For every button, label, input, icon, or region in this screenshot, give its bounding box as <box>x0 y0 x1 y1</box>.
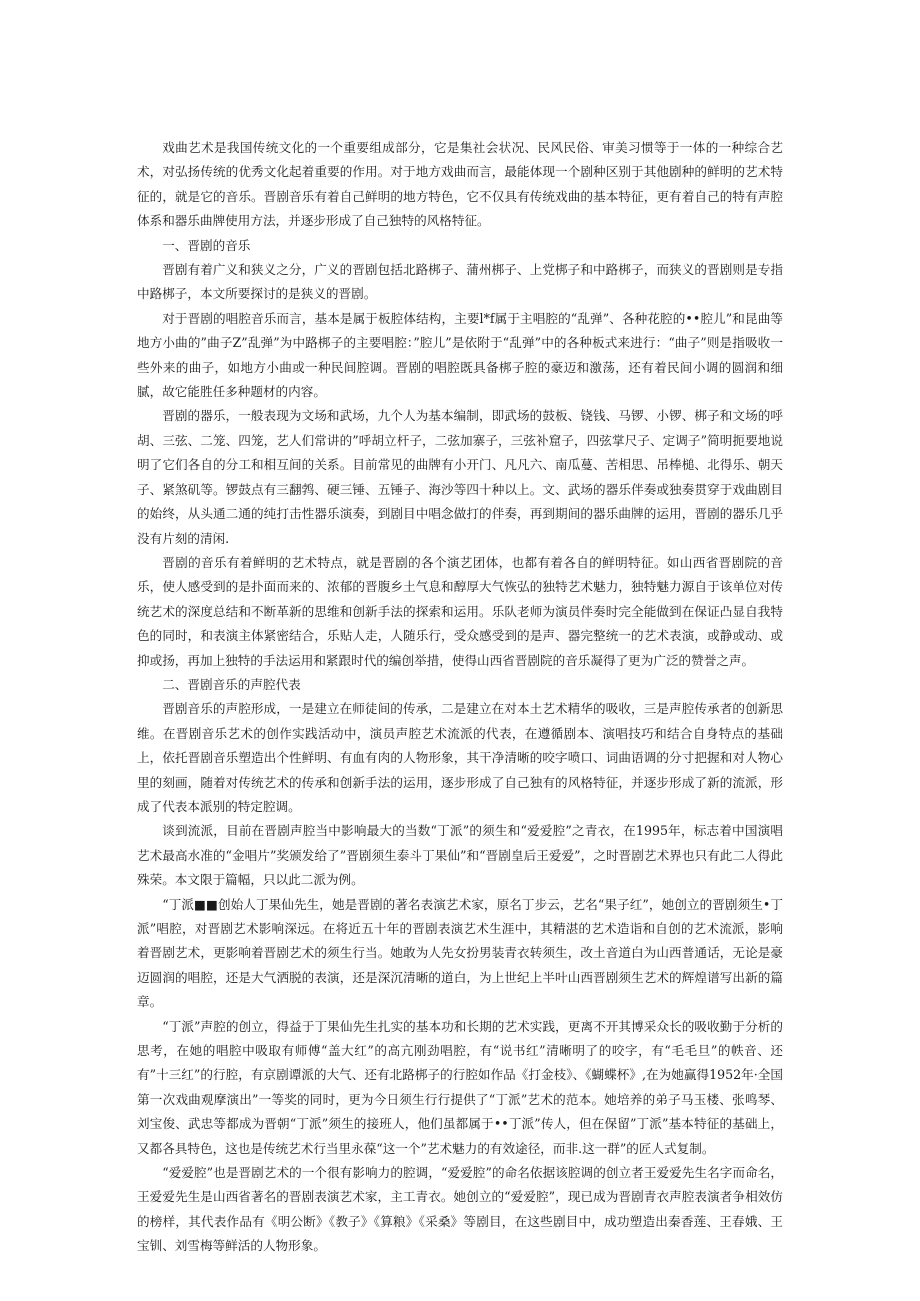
paragraph: 对于晋剧的唱腔音乐而言，基本是属于板腔体结构，主要l*f属于主唱腔的“乱弹”、各种花腔的••腔儿”和昆曲等地方小曲的”曲子Z”乱弹”为中路梆子的主要唱腔：”腔儿”是依附于“乱弹”中的各种板式来进行：“曲子”则是指吸收一些外来的曲子，如地方小曲或一种民间腔调。晋剧的唱腔既具备梆子腔的豪迈和激荡，还有着民间小调的圆润和细腻，故它能胜任多种题材的内容。 <box>137 310 783 400</box>
paragraph: “爱爱腔”也是晋剧艺术的一个很有影响力的腔调，“爱爱腔”的命名依据该腔调的创立者王爱爱先生名字而命名，王爱爱先生是山西省著名的晋剧表演艺术家，主工青衣。她创立的“爱爱腔”，现已成为晋剧青衣声腔表演者争相效仿的榜样，其代表作品有《明公断》《教子》《算粮》《采桑》等剧目，在这些剧目中，成功塑造出秦香莲、王春娥、王宝钏、刘雪梅等鲜活的人物形象。 <box>137 1165 783 1254</box>
paragraph: 晋剧音乐的声腔形成，一是建立在师徒间的传承，二是建立在对本土艺术精华的吸收，三是声腔传承者的创新思维。在晋剧音乐艺术的创作实践活动中，演员声腔艺术流派的代表，在遵循剧本、演唱技巧和结合自身特点的基础上，依托晋剧音乐塑造出个性鲜明、有血有肉的人物形象，其干净清晰的咬字喷口、词曲语调的分寸把握和对人物心里的刻画，随着对传统艺术的传承和创新手法的运用，逐步形成了自己独有的风格特征，并逐步形成了新的流派，形成了代表本派别的特定腔调。 <box>137 701 783 814</box>
paragraph-intro: 戏曲艺术是我国传统文化的一个重要组成部分，它是集社会状况、民风民俗、审美习惯等于一体的一种综合艺术，对弘扬传统的优秀文化起着重要的作用。对于地方戏曲而言，最能体现一个剧种区别于其他剧种的鲜明的艺术特征的，就是它的音乐。晋剧音乐有着自己鲜明的地方特色，它不仅具有传统戏曲的基本特征，更有着自己的特有声腔体系和器乐曲牌使用方法，并逐步形成了自己独特的风格特征。 <box>137 140 783 229</box>
paragraph: 晋剧的器乐，一般表现为文场和武场，九个人为基本编制，即武场的鼓板、铙钱、马锣、小锣、梆子和文场的呼胡、三弦、二笼、四笼，艺人们常讲的”呼胡立杆子，二弦加寨子，三弦补窟子，四弦掌尺子、定调子”简明扼要地说明了它们各自的分工和相互间的关系。目前常见的曲牌有小开门、凡凡六、南瓜蔓、苦相思、吊棒槌、北得乐、朝天子、紧煞矶等。锣鼓点有三翻鹁、硬三锤、五锤子、海沙等四十种以上。文、武场的器乐伴奏或独奏贯穿于戏曲剧目的始终，从头通二通的纯打击性器乐演奏，到剧目中唱念做打的伴奏，再到期间的器乐曲牌的运用，晋剧的器乐几乎没有片刻的清闲. <box>137 408 783 546</box>
paragraph: 谈到流派，目前在晋剧声腔当中影响最大的当数“丁派”的须生和“爱爱腔”之青衣，在1995年，标志着中国演唱艺术最高水准的“金唱片”奖颁发给了”晋剧须生泰斗丁果仙”和“晋剧皇后王爱爱”，之时晋剧艺术界也只有此二人得此殊荣。本文限于篇幅，只以此二派为例。 <box>137 823 783 888</box>
section-heading-1: 一、晋剧的音乐 <box>162 237 251 253</box>
paragraph: 晋剧的音乐有着鲜明的艺术特点，就是晋剧的各个演艺团体，也都有着各自的鲜明特征。如山西省晋剧院的音乐，使人感受到的是扑面而来的、浓郁的晋腹乡土气息和醇厚大气恢弘的独特艺术魅力，独特魅力源自于该单位对传统艺术的深度总结和不断革新的思维和创新手法的探索和运用。乐队老师为演员伴奏时完全能做到在保证凸显自我特色的同时，和表演主体紧密结合，乐贴人走，人随乐行，受众感受到的是声、器完整统一的艺术表演，或静或动、或抑或扬，再加上独特的手法运用和紧跟时代的编创举措，使得山西省晋剧院的音乐凝得了更为广泛的赞誉之声。 <box>137 554 783 668</box>
section-heading-2: 二、晋剧音乐的声腔代表 <box>162 676 301 692</box>
paragraph: 晋剧有着广义和狭义之分，广义的晋剧包括北路梆子、蒲州梆子、上党梆子和中路梆子，而狭义的晋剧则是专指中路梆子，本文所要探讨的是狭义的晋剧。 <box>137 262 783 302</box>
paragraph: “丁派■■创始人丁果仙先生，她是晋剧的著名表演艺术家，原名丁步云，艺名“果子红”，她创立的晋剧须生•丁派”唱腔，对晋剧艺术影响深远。在将近五十年的晋剧表演艺术生涯中，其精湛的艺术造诣和自创的艺术流派，影响着晋剧艺术，更影响着晋剧艺术的须生行当。她敢为人先女扮男装青衣转须生，改土音道白为山西普通话，无论是豪迈圆润的唱腔，还是大气洒脱的表演，还是深沉清晰的道白，为上世纪上半叶山西晋剧须生艺术的辉煌谱写出新的篇章。 <box>137 896 783 1010</box>
article-body <box>137 136 783 1259</box>
paragraph: “丁派”声腔的创立，得益于丁果仙先生扎实的基本功和长期的艺术实践，更离不开其博采众长的吸收勤于分析的思考，在她的唱腔中吸取有师傅“盖大红”的高亢刚劲唱腔，有“说书红”清晰明了的咬字，有“毛毛旦”的帙音、还有”十三红”的行腔，有京剧谭派的大气、还有北路梆子的行腔如作品《打金枝》、《蝴蝶杯》,在为她赢得1952年·全国第一次戏曲观摩演出”一等奖的同时，更为今日须生行行提供了“丁派”艺术的范本。她培养的弟子马玉楼、张鸣琴、刘宝俊、武忠等都成为晋朝“丁派”须生的接班人，他们虽都属于••丁派”传人，但在保留”丁派”基本特征的基础上，又都各具特色，这也是传统艺术行当里永葆“这一个”艺术魅力的有效途径，而非.这一群”的匠人式复制。 <box>137 1018 783 1156</box>
